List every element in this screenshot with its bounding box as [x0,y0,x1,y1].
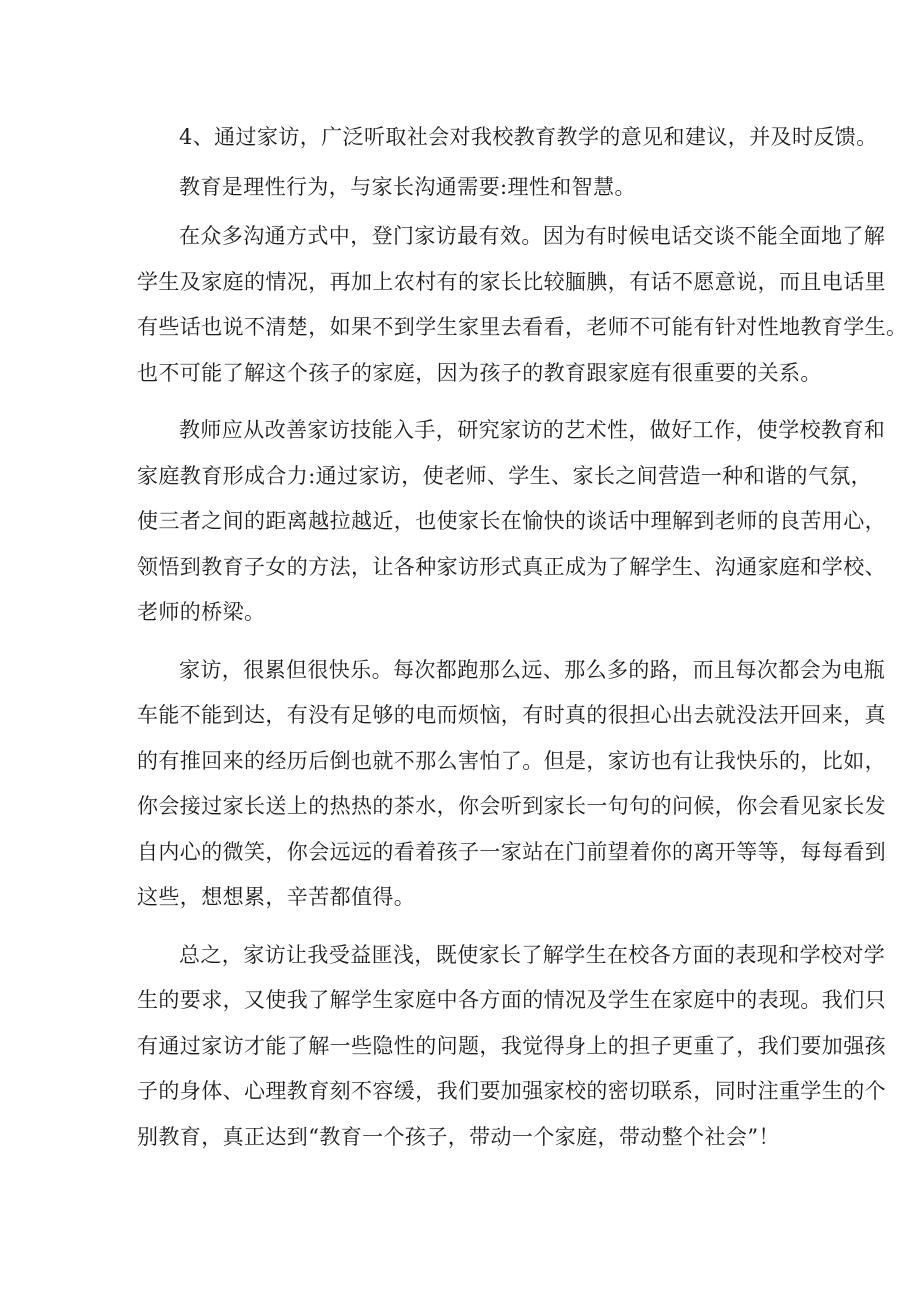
text-line: 4、通过家访，广泛听取社会对我校教育教学的意见和建议，并及时反馈。 [179,125,878,149]
text-line: 教育是理性行为，与家长沟通需要:理性和智慧。 [179,174,636,199]
text-line: 这些，想想累，辛苦都值得。 [137,885,416,909]
text-line: 学生及家庭的情况，再加上农村有的家长比较腼腆，有话不愿意说，而且电话里 [137,269,886,294]
text-line: 你会接过家长送上的热热的茶水，你会听到家长一句句的问候，你会看见家长发 [137,794,886,818]
text-line: 子的身体、心理教育刻不容缓，我们要加强家校的密切联系，同时注重学生的个 [137,1079,886,1103]
paragraph-home-visit-effective [137,214,908,396]
paragraph-feedback [137,115,878,161]
text-line: 车能不能到达，有没有足够的电而烦恼，有时真的很担心出去就没法开回来，真 [137,703,886,727]
paragraph-conclusion [137,933,886,1161]
paragraph-tired-but-happy [137,648,886,921]
text-line: 总之，家访让我受益匪浅，既使家长了解学生在校各方面的表现和学校对学 [179,942,886,967]
text-line: 家庭教育形成合力:通过家访，使老师、学生、家长之间营造一种和谐的气氛， [137,463,873,488]
text-line: 老师的桥梁。 [137,600,266,624]
text-line: 自内心的微笑，你会远远的看着孩子一家站在门前望着你的离开等等，每每看到 [137,839,886,864]
text-line: 在众多沟通方式中，登门家访最有效。因为有时候电话交谈不能全面地了解 [179,224,886,248]
text-line: 有些话也说不清楚，如果不到学生家里去看看，老师不可能有针对性地教育学生。 [137,315,908,339]
text-line: 领悟到教育子女的方法，让各种家访形式真正成为了解学生、沟通家庭和学校、 [137,554,886,579]
paragraph-teacher-skills [137,408,886,636]
text-line: 的有推回来的经历后倒也就不那么害怕了。但是，家访也有让我快乐的，比如， [137,748,886,773]
text-line: 也不可能了解这个孩子的家庭，因为孩子的教育跟家庭有很重要的关系。 [137,360,822,385]
text-line: 教师应从改善家访技能入手，研究家访的艺术性，做好工作，使学校教育和 [179,418,886,442]
text-line: 使三者之间的距离越拉越近，也使家长在愉快的谈话中理解到老师的良苦用心， [137,509,886,533]
text-line: 有通过家访才能了解一些隐性的问题，我觉得身上的担子更重了，我们要加强孩 [137,1033,886,1058]
paragraph-rational-communication [137,165,791,211]
document-body [137,115,908,1160]
text-line: 家访，很累但很快乐。每次都跑那么远、那么多的路，而且每次都会为电瓶 [179,657,886,682]
text-line: 生的要求，又使我了解学生家庭中各方面的情况及学生在家庭中的表现。我们只 [137,988,886,1012]
text-line: 别教育，真正达到“教育一个孩子，带动一个家庭，带动整个社会”！ [137,1124,780,1149]
